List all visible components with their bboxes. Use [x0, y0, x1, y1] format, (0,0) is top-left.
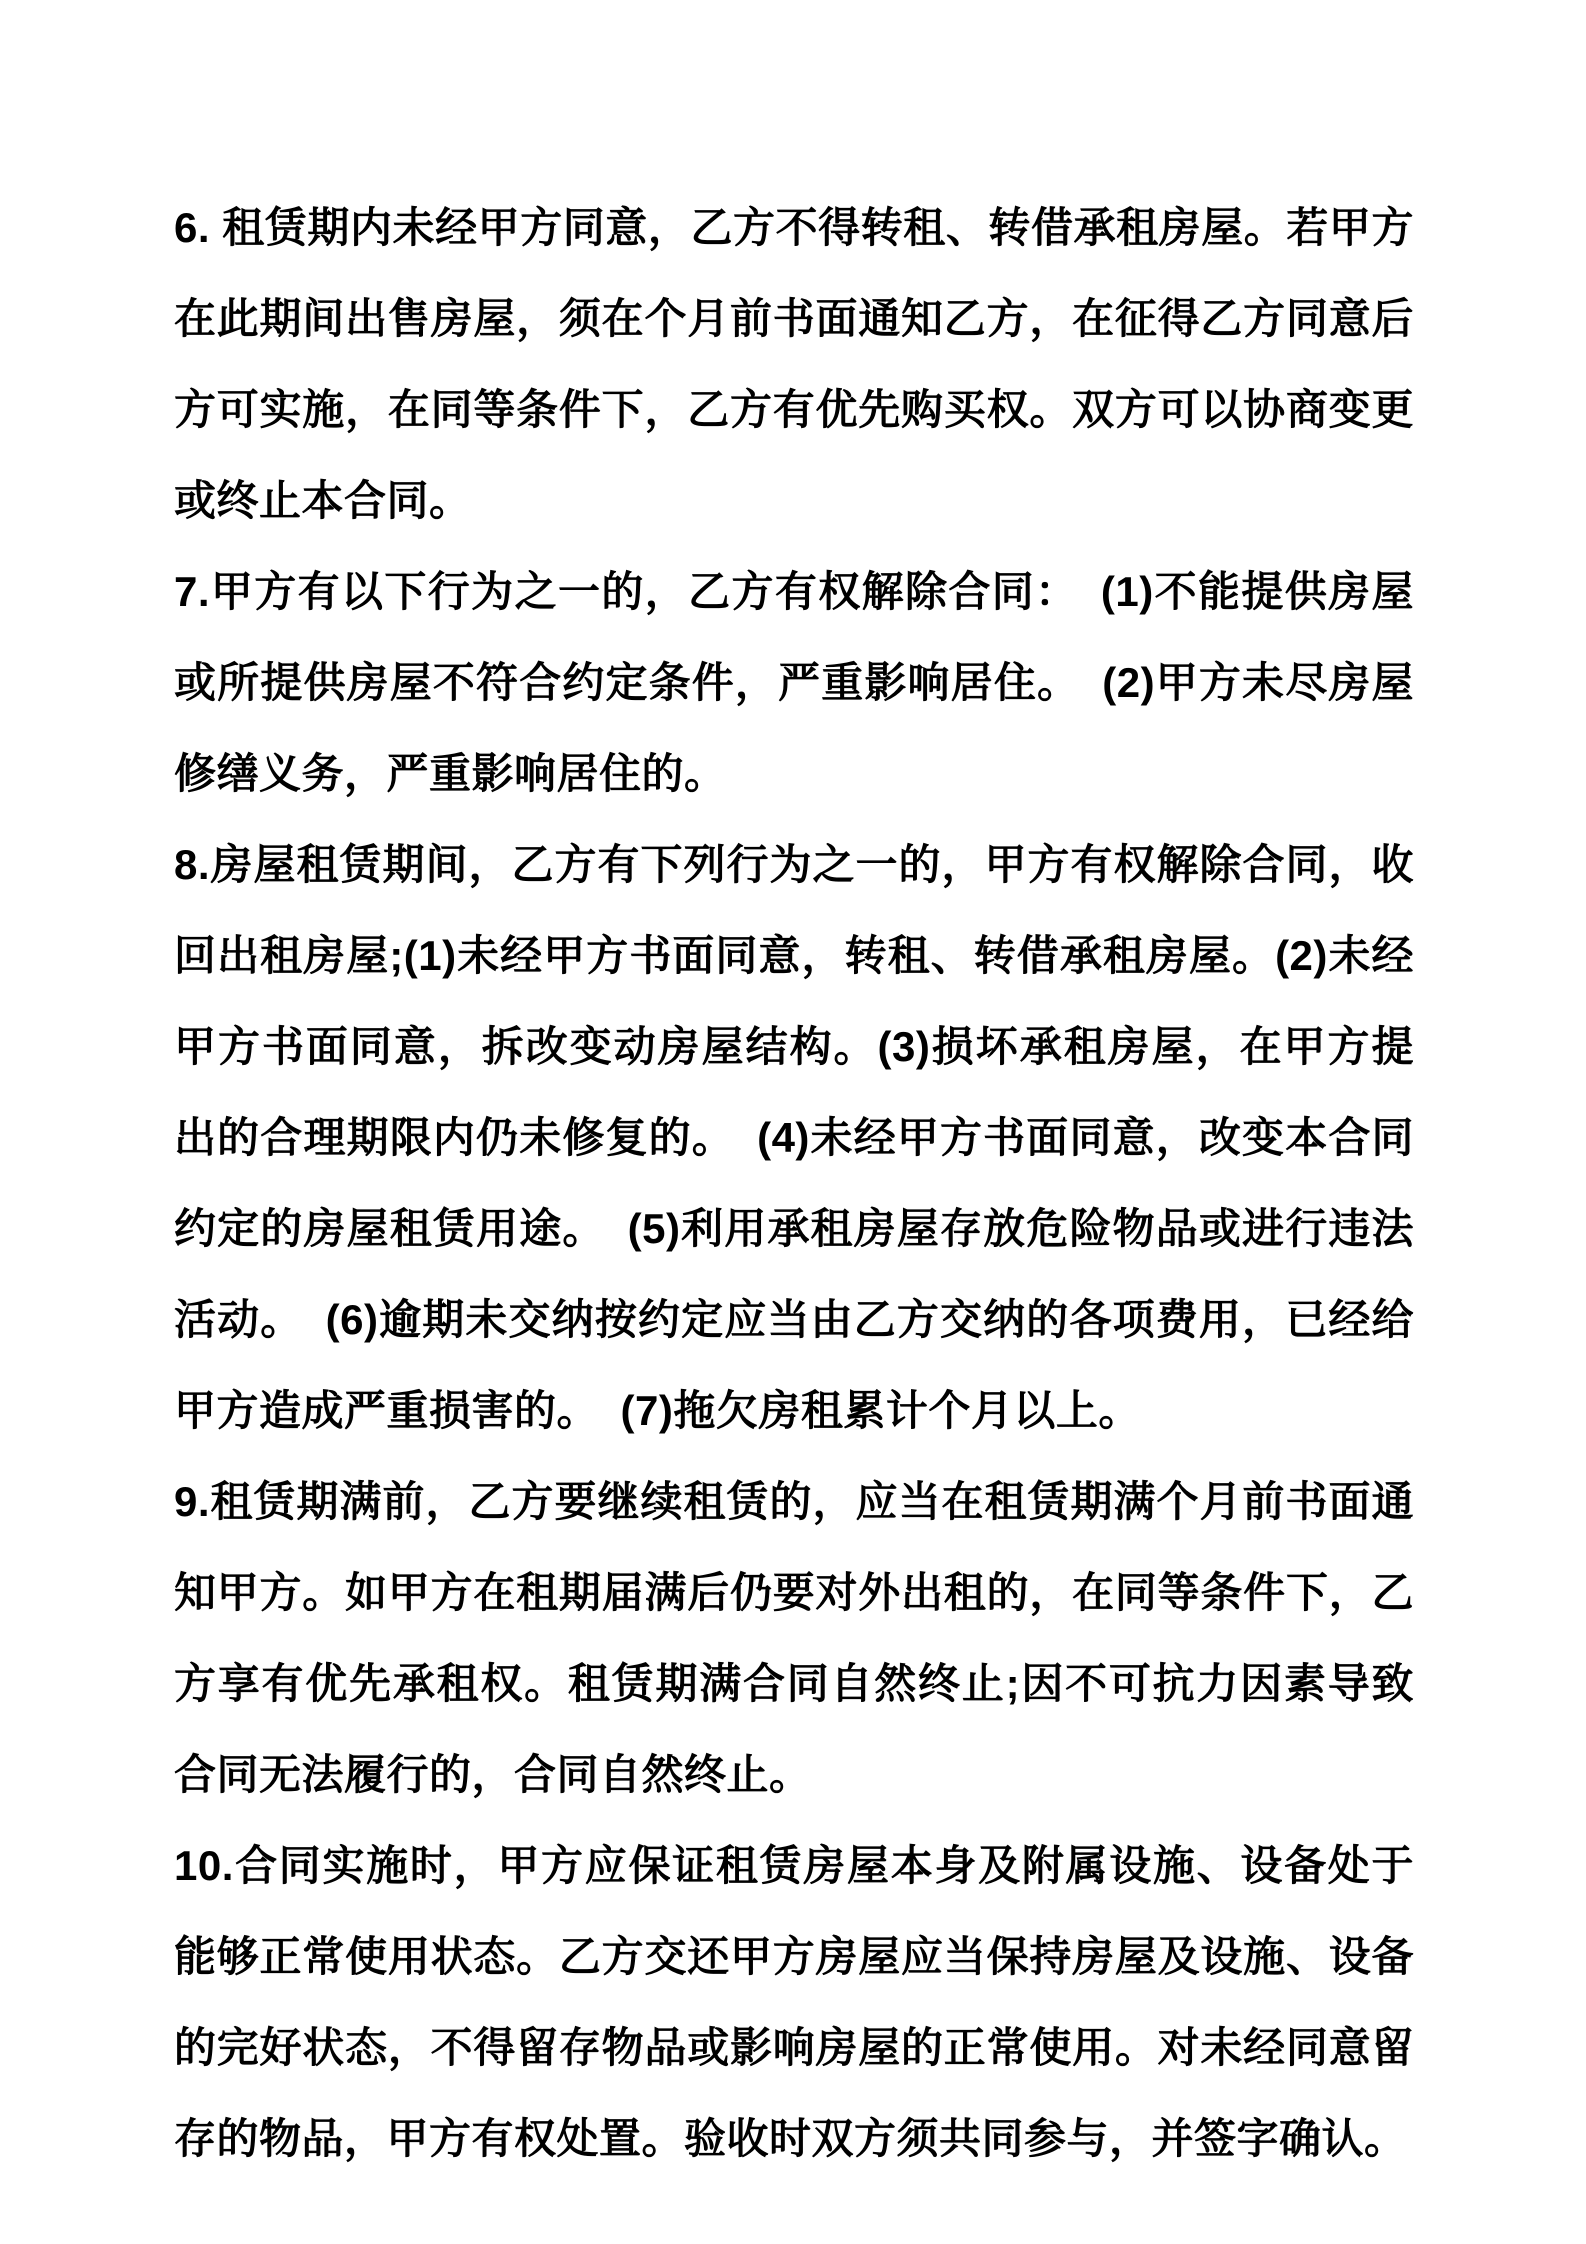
clause-10: 10.合同实施时，甲方应保证租赁房屋本身及附属设施、设备处于能够正常使用状态。乙方交还甲方房屋应当保持房屋及设施、设备的完好状态，不得留存物品或影响房屋的正常使用。对未经同意留存的物品，甲方有权处置。验收时双方须共同参与，并签字确认。	[174, 1842, 1414, 2162]
contract-clauses	[174, 182, 1414, 2184]
clause-9: 9.租赁期满前，乙方要继续租赁的，应当在租赁期满个月前书面通知甲方。如甲方在租期届满后仍要对外出租的，在同等条件下，乙方享有优先承租权。租赁期满合同自然终止;因不可抗力因素导致合同无法履行的，合同自然终止。	[174, 1478, 1414, 1798]
clause-6: 6. 租赁期内未经甲方同意，乙方不得转租、转借承租房屋。若甲方在此期间出售房屋，须在个月前书面通知乙方，在征得乙方同意后方可实施，在同等条件下，乙方有优先购买权。双方可以协商变更或终止本合同。	[174, 204, 1414, 524]
clause-7: 7.甲方有以下行为之一的，乙方有权解除合同： (1)不能提供房屋或所提供房屋不符合约定条件，严重影响居住。 (2)甲方未尽房屋修缮义务，严重影响居住的。	[174, 568, 1414, 797]
clause-8: 8.房屋租赁期间，乙方有下列行为之一的，甲方有权解除合同，收回出租房屋;(1)未经甲方书面同意，转租、转借承租房屋。(2)未经甲方书面同意，拆改变动房屋结构。(3)损坏承租房屋，在甲方提出的合理期限内仍未修复的。 (4)未经甲方书面同意，改变本合同约定的房屋租赁用途。 (5)利用承租房屋存放危险物品或进行违法活动。 (6)逾期未交纳按约定应当由乙方交纳的各项费用，已经给甲方造成严重损害的。 (7)拖欠房租累计个月以上。	[174, 841, 1414, 1434]
